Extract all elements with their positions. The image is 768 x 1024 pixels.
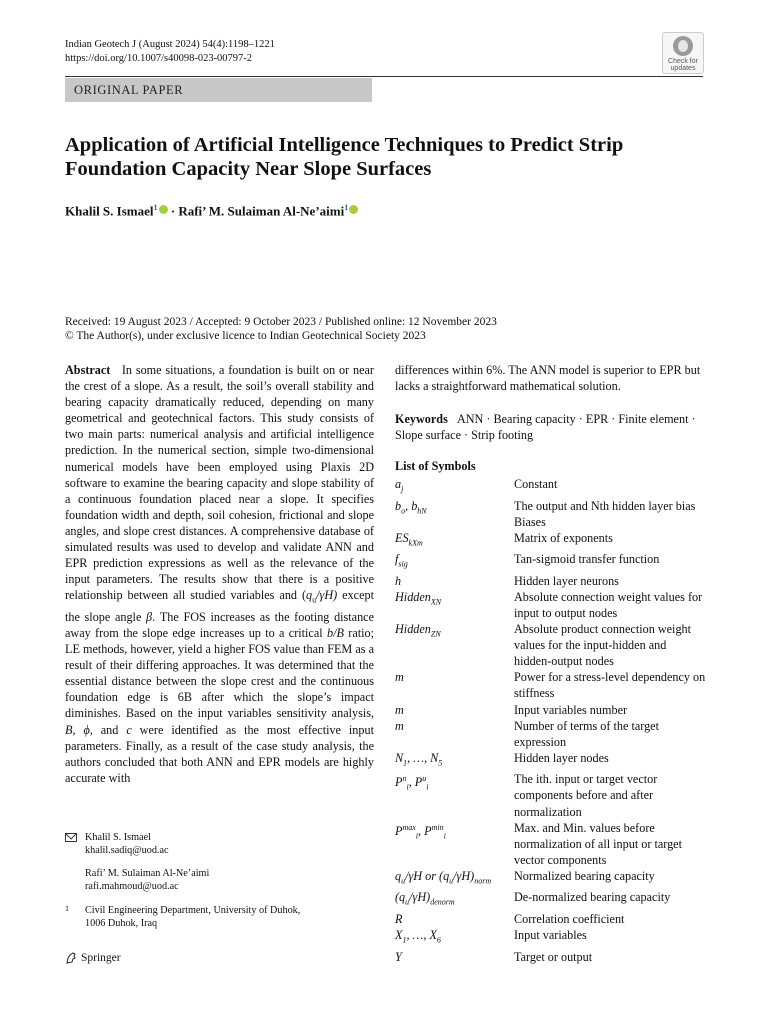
symbol-row (395, 911, 705, 927)
symbol-part: max (402, 822, 416, 832)
abstract-symbol: c (126, 722, 132, 737)
author-1[interactable]: Khalil S. Ismael (65, 203, 154, 219)
springer-horse-icon (65, 952, 77, 964)
abstract-text: , and (89, 722, 127, 737)
symbol-part: sig (398, 559, 408, 569)
symbol-row (395, 530, 705, 552)
symbol-description: Input variables (514, 928, 587, 943)
symbol-part: a (395, 477, 402, 491)
contact-block (65, 831, 209, 893)
symbol-part: 1 (402, 935, 407, 945)
symbol-part: b (395, 498, 402, 513)
abstract-text: were identified as the most effective input parameters. Finally, as a result of the case study analysis, the authors concluded that both ANN and EPR models are highly accurate with (65, 722, 374, 785)
symbol-description: Hidden layer neurons (514, 573, 619, 588)
symbol-key (395, 530, 514, 552)
author-2[interactable]: Rafi’ M. Sulaiman Al-Ne’aimi (178, 203, 345, 219)
abstract-symbol: ϕ (83, 722, 90, 737)
dates-line: Received: 19 August 2023 / Accepted: 9 October 2023 / Published online: 12 November 2023 (65, 316, 497, 328)
affiliation-number: 1 (65, 904, 69, 913)
symbol-row (395, 771, 705, 819)
symbol-part: R (395, 911, 403, 926)
symbol-part: i (426, 782, 429, 792)
symbol-row (395, 621, 705, 669)
symbol-part: min (431, 822, 444, 832)
symbol-description: De-normalized bearing capacity (514, 890, 671, 905)
abstract-symbol: q (306, 588, 313, 603)
symbol-part: norm (474, 876, 492, 886)
symbol-row (395, 573, 705, 589)
symbol-part: ES (395, 530, 409, 545)
symbol-description: Target or output (514, 949, 593, 964)
author-list (65, 203, 358, 219)
paper-title (65, 133, 705, 181)
keywords-text: ANN · Bearing capacity · EPR · Finite element · Slope surface · Strip footing (395, 412, 696, 443)
symbol-part: u (405, 897, 410, 907)
article-type: ORIGINAL PAPER (74, 83, 184, 97)
symbol-row (395, 551, 705, 573)
symbol-part: Hidden (395, 622, 431, 637)
symbol-part: h (395, 573, 402, 588)
symbol-key (395, 718, 514, 750)
symbol-key (395, 551, 514, 573)
symbol-description: Correlation coefficient (514, 911, 625, 926)
symbol-part: m (395, 718, 404, 733)
symbol-description: The output and Nth hidden layer bias Biases (514, 498, 696, 529)
symbol-key (395, 927, 514, 949)
journal-line: Indian Geotech J (August 2024) 54(4):1198–1221 (65, 39, 275, 50)
symbol-key (395, 820, 514, 868)
symbol-key (395, 949, 514, 965)
symbol-key (395, 911, 514, 927)
affiliation (65, 904, 300, 930)
symbols-heading: List of Symbols (395, 459, 476, 473)
symbol-description: Matrix of exponents (514, 530, 613, 545)
contact-name-1: Khalil S. Ismael (85, 832, 151, 843)
abstract-label: Abstract (65, 363, 111, 377)
symbol-key (395, 573, 514, 589)
affiliation-line-1: Civil Engineering Department, University of Duhok, (85, 905, 301, 916)
abstract-symbol: b/B (326, 625, 344, 640)
symbol-key (395, 889, 514, 911)
orcid-icon[interactable] (349, 205, 358, 214)
copyright-line: © The Author(s), under exclusive licence to Indian Geotechnical Society 2023 (65, 330, 426, 342)
symbol-row (395, 702, 705, 718)
symbol-part: hN (417, 505, 427, 515)
symbol-row (395, 669, 705, 701)
symbol-part: /γH) (453, 868, 475, 883)
affil-mark-2: 1 (344, 203, 349, 212)
symbol-description: Max. and Min. values before normalization of all input or target vector components (514, 820, 682, 867)
symbol-description: Power for a stress-level dependency on stiffness (514, 670, 706, 701)
symbol-part: f (395, 552, 399, 567)
abstract-text: except the slope angle (65, 588, 374, 624)
symbol-part: P (395, 775, 403, 790)
symbol-part: u (401, 876, 406, 886)
abstract-text: In some situations, a foundation is built on or near the crest of a slope. As a result, the soil’s overall stability and bearing capacity dramatically reduced, depending on many geometrical and geotechnical factors. This study consists of two main parts: numerical analysis and artificial intelligence prediction. In the numerical section, simple two-dimensional numerical models have been employed using Plaxis 2D software to examine the bearing capacity and slope stability of a continuous foundation placed near a slope. It specifies foundation width and depth, soil cohesion, frictional and slope angles, and slope crest distances. A comprehensive database of simulated results was used to develop and validate ANN and EPR prediction expressions as well as the relevance of the input parameters. The results show that there is a positive relationship between all studied variables and ( (65, 363, 374, 603)
abstract-symbol-sub: u (312, 595, 317, 605)
symbol-part: , P (418, 823, 432, 838)
symbol-part: 1 (403, 758, 408, 768)
title-line-2: Foundation Capacity Near Slope Surfaces (65, 158, 432, 180)
symbol-part: (q (395, 890, 406, 905)
symbol-part: i (406, 782, 409, 792)
check-for-updates-button[interactable] (662, 32, 704, 74)
symbol-key (395, 750, 514, 772)
symbol-part: m (395, 702, 404, 717)
symbol-description: Absolute connection weight values for input to output nodes (514, 589, 703, 620)
header-rule (65, 76, 703, 77)
symbol-key (395, 621, 514, 669)
symbol-row (395, 820, 705, 868)
symbol-part: q (395, 868, 402, 883)
symbols-list (395, 476, 705, 965)
symbol-part: j (401, 484, 404, 494)
symbol-key (395, 589, 514, 621)
symbol-row (395, 949, 705, 965)
symbol-part: /γH) (409, 890, 431, 905)
symbol-part: N (395, 750, 404, 765)
author-separator: · (167, 203, 179, 219)
abstract-body (65, 362, 374, 786)
affiliation-line-2: 1006 Duhok, Iraq (85, 918, 158, 929)
symbol-part: u (449, 876, 454, 886)
symbol-description: Constant (514, 477, 558, 491)
abstract-continued: differences within 6%. The ANN model is superior to EPR but lacks a straightforward mathematical solution. (395, 363, 701, 394)
envelope-icon (65, 833, 77, 842)
symbol-key (395, 868, 514, 890)
symbol-part: u (422, 774, 427, 784)
abstract-text: , (72, 722, 84, 737)
symbol-description: Absolute product connection weight values for the input-hidden and hidden-output nodes (514, 622, 692, 669)
symbol-row (395, 476, 705, 498)
abstract-symbol: β (146, 609, 153, 624)
symbol-part: kXm (408, 538, 423, 548)
check-updates-label: Check for updates (668, 58, 698, 72)
symbol-part: i (415, 831, 419, 841)
symbol-part: 6 (436, 935, 441, 945)
symbol-key (395, 476, 514, 498)
contact-email-1[interactable]: khalil.sadiq@uod.ac (85, 845, 169, 856)
symbol-part: , b (405, 498, 418, 513)
symbol-key (395, 771, 514, 819)
symbol-row (395, 750, 705, 772)
publication-dates (65, 315, 497, 343)
symbol-part: o (401, 505, 406, 515)
contact-email-2[interactable]: rafi.mahmoud@uod.ac (85, 881, 179, 892)
symbol-description: Number of terms of the target expression (514, 718, 659, 749)
symbol-key (395, 702, 514, 718)
symbol-key (395, 669, 514, 701)
symbol-row (395, 718, 705, 750)
symbol-row (395, 889, 705, 911)
symbol-part: Hidden (395, 589, 431, 604)
symbol-part: m (395, 670, 404, 685)
symbol-part: denorm (430, 897, 455, 907)
symbol-part: i (443, 831, 446, 841)
publisher-logo (65, 952, 121, 964)
symbol-part: , …, X (406, 928, 437, 943)
symbol-part: X (395, 928, 403, 943)
symbol-part: /γH or (q (405, 868, 450, 883)
check-updates-icon (673, 36, 693, 56)
symbol-part: 5 (438, 758, 443, 768)
symbol-part: XN (430, 597, 442, 607)
abstract-text: . The FOS increases as the footing distance away from the slope edge increases up to a critical (65, 609, 374, 640)
abstract-symbol: B (65, 722, 73, 737)
abstract-symbol: /γH) (316, 588, 338, 603)
contact-name-2: Rafi’ M. Sulaiman Al-Ne’aimi (85, 868, 210, 879)
symbol-part: P (395, 823, 403, 838)
journal-citation (65, 38, 275, 66)
doi-link[interactable]: https://doi.org/10.1007/s40098-023-00797-2 (65, 53, 253, 64)
publisher-name: Springer (81, 952, 121, 964)
symbol-row (395, 927, 705, 949)
affil-mark-1: 1 (153, 203, 158, 212)
article-type-badge (65, 78, 372, 102)
symbol-row (395, 589, 705, 621)
symbol-row (395, 498, 705, 530)
symbol-part: , P (408, 775, 423, 790)
symbol-description: The ith. input or target vector components before and after normalization (514, 772, 658, 819)
symbol-part: ZN (430, 629, 441, 639)
keywords (395, 411, 703, 443)
symbol-description: Normalized bearing capacity (514, 868, 655, 883)
symbol-description: Hidden layer nodes (514, 750, 609, 765)
symbol-description: Tan-sigmoid transfer function (514, 552, 660, 567)
symbol-description: Input variables number (514, 702, 628, 717)
symbol-part: n (402, 774, 407, 784)
symbol-row (395, 868, 705, 890)
symbol-part: , …, N (407, 750, 439, 765)
keywords-label: Keywords (395, 412, 448, 426)
abstract-text: ratio; LE methods, however, yield a higher FOS value than FEM as a result of their differing approaches. It was determined that the essential distance between the slope crest and the continuous foundation edge is 6B after which the slope’s impact diminishes. Based on the input variables sensitivity analysis, (65, 625, 374, 721)
title-line-1: Application of Artificial Intelligence Techniques to Predict Strip (65, 134, 624, 156)
symbol-key (395, 498, 514, 530)
orcid-icon[interactable] (159, 205, 168, 214)
symbol-part: Y (395, 949, 402, 964)
